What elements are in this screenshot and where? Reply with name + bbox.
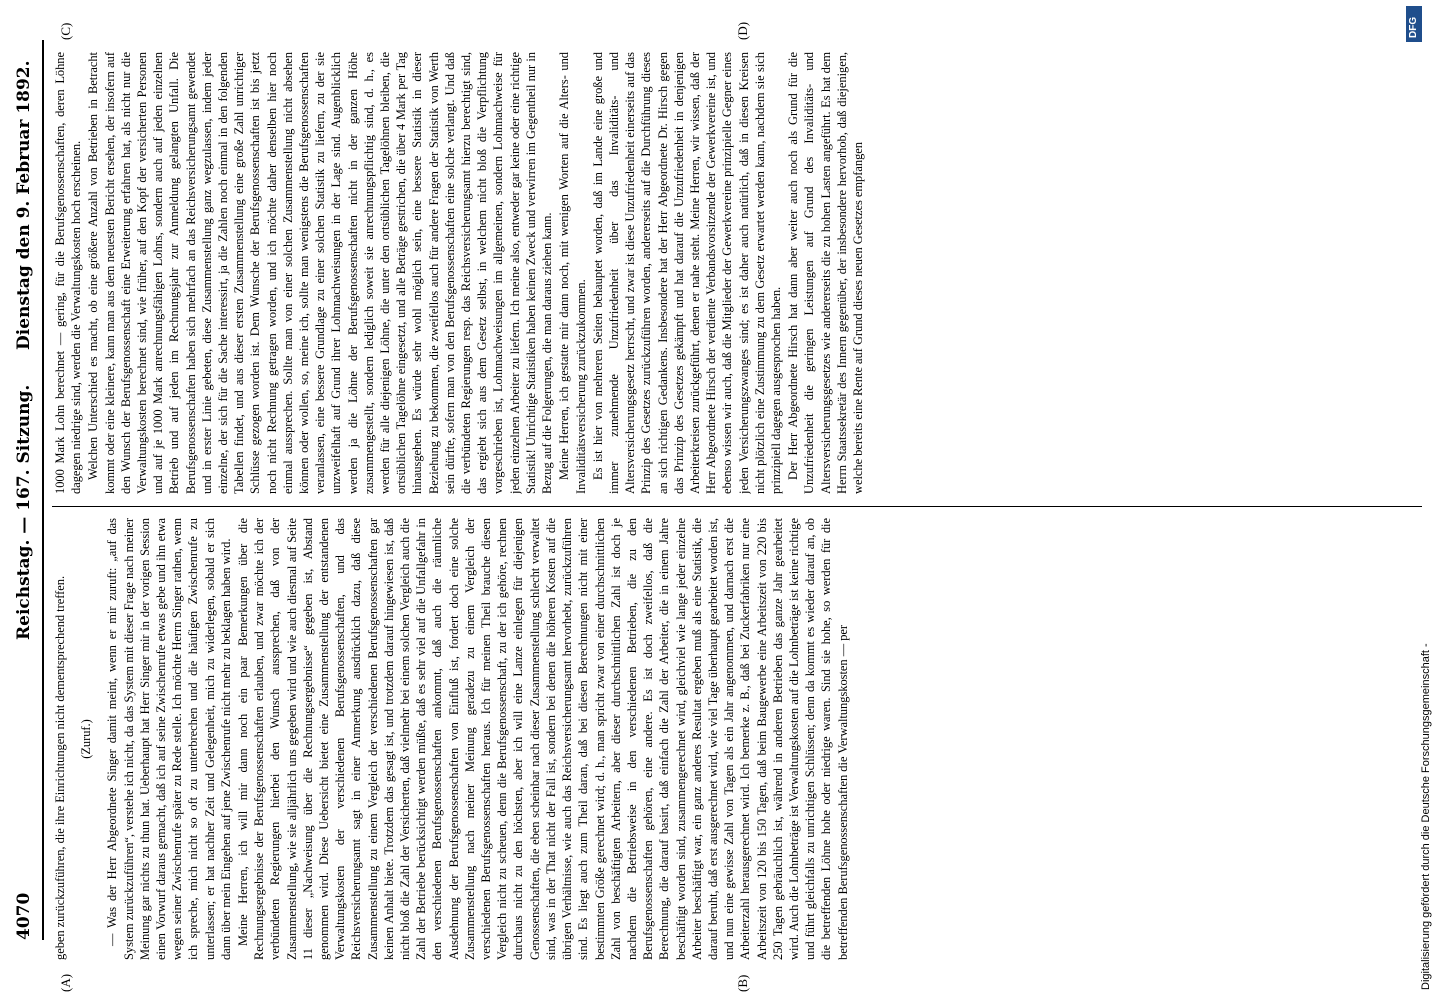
paragraph: 1000 Mark Lohn berechnet — gering, für die Berufsgenossenschaften, deren Löhne dagegen niedrige sind, werden die Verwaltungskosten hoch erscheinen.	[53, 52, 84, 494]
page-header	[8, 40, 44, 940]
paragraph: Der Herr Abgeordnete Hirsch hat dann aber weiter auch noch als Grund für die Unzufriedenheit die geringen Leistungen auf Grund des Invaliditäts- und Altersversicherungsgesetzes wie andererseits die zu hohen Lasten angeführt. Es hat dem Herrn Staatssekretär des Innern gegenüber, der insbesondere hervorhob, daß diejenigen, welche bereits eine Rente auf Grund dieses neuen Gesetzes empfangen	[786, 52, 865, 494]
paragraph: Meine Herren, ich gestatte mir dann noch, mit wenigen Worten auf die Alters- und Invaliditätsversicherung zurückzukommen.	[557, 52, 588, 494]
footer-strip	[1392, 0, 1432, 1000]
paragraph: Es ist hier von mehreren Seiten behauptet worden, daß im Lande eine große und immer zunehmende Unzufriedenheit über das Invaliditäts- und Altersversicherungsgesetz herrscht, und zwar ist diese Unzufriedenheit einerseits auf das Prinzip des Gesetzes zurückzuführen worden, andererseits auf die Durchführung dieses an sich richtigen Gedankens. Insbesondere hat der Herr Abgeordnete Dr. Hirsch gegen das Prinzip des Gesetzes gekämpft und hat darauf die Unzufriedenheit in denjenigen Arbeiterkreisen zurückgeführt, denen er nahe steht. Meine Herren, wir wissen, daß der Herr Abgeordnete Hirsch der verdiente Verbandsvorsitzende der Gewerkvereine ist, und ebenso wissen wir auch, daß die Mitglieder der Gewerkvereine prinzipielle Gegner eines jeden Versicherungszwanges sind; es ist daher auch natürlich, daß in diesen Kreisen nicht plötzlich eine Zustimmung zu dem Gesetz erwartet werden kann, nachdem sie sich prinzipiell dagegen ausgesprochen haben.	[590, 52, 783, 494]
margin-marker-d: (D)	[735, 21, 750, 40]
margin-marker-c: (C)	[58, 22, 73, 40]
right-text-column	[52, 52, 1412, 494]
paragraph: Welchen Unterschied es macht, ob eine größere Anzahl von Betrieben in Betracht kommt oder eine kleinere, kann man aus dem neuesten Bericht ersehen, der insofern auf den Wunsch der Berufsgenossenschaft eine Erweiterung erfahren hat, als nicht nur die Verwaltungskosten berechnet sind, wie früher, auf den Kopf der versicherten Personen und auf je 1000 Mark anrechnungsfähigen Lohns, sondern auch auf jeden einzelnen Betrieb und auf jeden im Rechnungsjahr zur Anmeldung gelangten Unfall. Die Berufsgenossenschaften haben sich mehrfach an das Reichsversicherungsamt gewendet und in erster Linie gebeten, diese Zusammenstellung ganz wegzulassen, indem jeder einzelne, der sich für die Sache interessirt, ja die Zahlen noch einmal in den folgenden Tabellen findet, und aus dieser ersten Zusammenstellung eine große Zahl unrichtiger Schlüsse gezogen worden ist. Dem Wunsche der Berufsgenossenschaften ist bis jetzt noch nicht Rechnung getragen worden, und ich möchte daher denselben hier noch einmal aussprechen. Sollte man von einer solchen Zusammenstellung nicht absehen können oder wollen, so, meine ich, sollte man wenigstens die Berufsgenossenschaften veranlassen, eine bessere Grundlage zu einer solchen Statistik zu liefern, zu der sie unzweifelhaft auf Grund ihrer Lohnnachweisungen in der Lage sind. Augenblicklich werden ja die Löhne der Berufsgenossenschaften nicht in der ganzen Höhe zusammengestellt, sondern lediglich soweit sie anrechnungspflichtig sind, d. h., es werden für alle diejenigen Löhne, die unter den ortsüblichen Tagelöhnen bleiben, die ortsüblichen Tagelöhne eingesetzt, und alle Beträge gestrichen, die über 4 Mark per Tag hinausgehen. Es würde sehr wohl möglich sein, eine bessere Statistik in dieser Beziehung zu bekommen, die zweifellos auch für andere Fragen der Statistik von Werth sein dürfte, sofern man von den Berufsgenossenschaften eine solche verlangt. Und daß die verbündeten Regierungen resp. das Reichsversicherungsamt hierzu berechtigt sind, das ergiebt sich aus dem Gesetz selbst, in welchem nicht bloß die Verpflichtung vorgeschrieben ist, Lohnnachweisungen im allgemeinen, sondern Lohnnachweise für jeden einzelnen Arbeiter zu liefern. Ich meine also, entweder gar keine oder eine richtige Statistik! Unrichtige Statistiken haben keinen Zweck und verwirren im Gegentheil nur in Bezug auf die Folgerungen, die man daraus ziehen kann.	[86, 52, 555, 494]
dfg-logo	[1406, 6, 1422, 42]
session-date: Dienstag den 9. Februar 1892.	[14, 60, 34, 350]
margin-marker-a: (A)	[58, 973, 73, 992]
interjection: (Zuruf.)	[79, 719, 94, 759]
paragraph: geben zurückzuführen, die ihre Einrichtungen nicht dementsprechend treffen.	[53, 575, 67, 960]
dfg-logo-text: DFG	[1408, 16, 1419, 38]
paragraph: — Was der Herr Abgeordnete Singer damit meint, wenn er mir zuruft: „auf das System zurückzuführen“, verstehe ich nicht, da das System mit dieser Frage nach meiner Meinung gar nichts zu thun hat. Ueberhaupt hat Herr Singer mir in der vorigen Session einen Vorwurf daraus gemacht, daß ich auf seine Zwischenrufe etwas gebe und ihn etwa wegen seiner Zwischenrufe später zu Rede stelle. Ich möchte Herrn Singer rathen, wenn ich spreche, mich nicht so oft zu unterbrechen und die häufigen Zwischenrufe zu unterlassen; er hat nachher Zeit und Gelegenheit, mich zu widerlegen, sobald er sich dann über mein Eingehen auf jene Zwischenrufe nicht mehr zu beklagen haben wird.	[105, 518, 233, 960]
session-title: Reichstag. — 167. Sitzung.	[14, 384, 34, 640]
digitization-note: Digitalisierung gefördert durch die Deutsche Forschungsgemeinschaft -	[1420, 643, 1432, 990]
paragraph: Meine Herren, ich will mir dann noch ein paar Bemerkungen über die Rechnungsergebnisse der Berufsgenossenschaften erlauben, und zwar möchte ich der verbündeten Regierungen hierbei den Wunsch aussprechen, daß von der Zusammenstellung, wie sie alljährlich uns gegeben wird und wie auch diesmal auf Seite 11 dieser „Nachweisung über die Rechnungsergebnisse“ gegeben ist, Abstand genommen wird. Diese Uebersicht bietet eine Zusammenstellung der entstandenen Verwaltungskosten der verschiedenen Berufsgenossenschaften, und das Reichsversicherungsamt sagt in einer Anmerkung ausdrücklich dazu, daß diese Zusammenstellung zu einem Vergleich der verschiedenen Berufsgenossenschaften gar keinen Anhalt biete. Trotzdem das gesagt ist, und trotzdem darauf hingewiesen ist, daß nicht bloß die Zahl der Versicherten, daß vielmehr bei einem solchen Vergleich auch die Zahl der Betriebe berücksichtigt werden müßte, daß es sehr viel auf die Unfallgefahr in den verschiedenen Berufsgenossenschaften ankommt, daß auch die räumliche Ausdehnung der Berufsgenossenschaften von Einfluß ist, fordert doch eine solche Zusammenstellung nach meiner Meinung geradezu zu einem Vergleich der verschiedenen Berufsgenossenschaften heraus. Ich für meinen Theil brauche diesen Vergleich nicht zu scheuen, denn die Berufsgenossenschaft, zu der ich gehöre, rechnen durchaus nicht zu den höchsten, aber ich will eine Lanze einlegen für diejenigen Genossenschaften, die eben scheinbar nach dieser Zusammenstellung schlecht verwaltet sind, was in der That nicht der Fall ist, sondern bei denen die höheren Kosten auf die übrigen Verhältnisse, wie auch das Reichsversicherungsamt hervorhebt, zurückzuführen sind. Es liegt auch zum Theil daran, daß bei diesen Berechnungen nicht mit einer bestimmten Größe gerechnet wird; d. h., man spricht zwar von einer durchschnittlichen Zahl von beschäftigten Arbeitern, aber dieser durchschnittlichen Zahl ist doch je nachdem die Betriebsweise in den verschiedenen Betrieben, die zu den Berufsgenossenschaften gehören, eine andere. Es ist doch zweifellos, daß die Berechnung, die darauf basirt, daß einfach die Zahl der Arbeiter, die in einem Jahre beschäftigt worden sind, zusammengerechnet wird, gleichviel wie lange jeder einzelne Arbeiter beschäftigt war, ein ganz anderes Resultat ergeben muß als eine Statistik, die darauf beruht, daß erst ausgerechnet wird, wie viel Tage überhaupt gearbeitet worden ist, und nun eine gewisse Zahl von Tagen als ein Jahr angenommen, und darnach erst die Arbeiterzahl herausgerechnet wird. Ich bemerke z. B., daß bei Zuckerfabriken nur eine Arbeitszeit von 120 bis 150 Tagen, daß beim Baugewerbe eine Arbeitszeit von 220 bis 250 Tagen gebräuchlich ist, während in anderen Betrieben das ganze Jahr gearbeitet wird. Auch die Lohnbeträge ist Verwaltungskosten auf die Lohnbeträge ist keine richtige und führt gleichfalls zu unrichtigen Schlüssen; denn da kommt es wieder darauf an, ob die betreffenden Löhne hohe oder niedrige waren. Sind sie hohe, so werden für die betreffenden Berufsgenossenschaften die Verwaltungskosten — per	[236, 518, 850, 960]
left-text-column	[52, 518, 1412, 960]
column-divider	[52, 506, 1422, 507]
margin-marker-b: (B)	[735, 974, 750, 992]
page-number: 4070	[14, 892, 34, 940]
